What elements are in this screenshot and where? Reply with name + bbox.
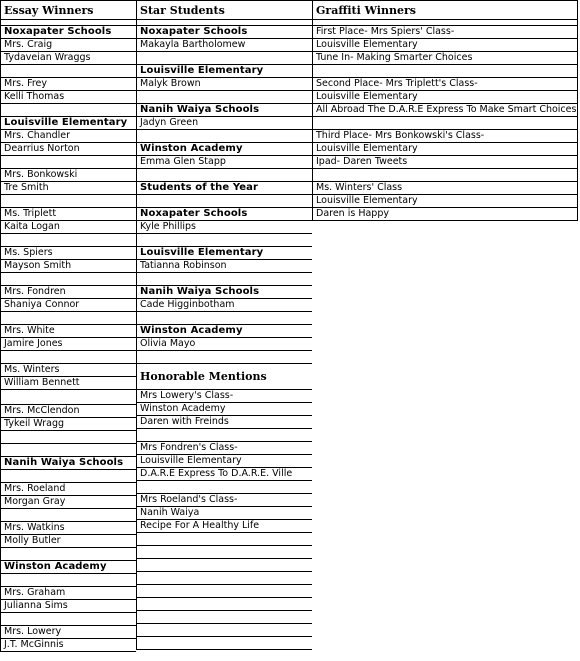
cell[interactable]: Kyle Phillips	[136, 221, 312, 234]
cell[interactable]: Molly Butler	[0, 535, 136, 548]
star-students-header[interactable]: Star Students	[136, 0, 312, 20]
cell[interactable]: William Bennett	[0, 377, 136, 390]
essay-winners-header[interactable]: Essay Winners	[0, 0, 136, 20]
cell[interactable]: Mrs Lowery's Class-	[136, 390, 312, 403]
cell[interactable]: Jamire Jones	[0, 338, 136, 351]
empty-cell[interactable]	[136, 234, 312, 247]
empty-cell[interactable]	[136, 169, 312, 182]
cell[interactable]: Kelli Thomas	[0, 91, 136, 104]
empty-cell[interactable]	[0, 444, 136, 457]
section-heading-cell[interactable]: Louisville Elementary	[136, 65, 312, 78]
cell[interactable]: All Abroad The D.A.R.E Express To Make Smart Choices	[312, 104, 578, 117]
cell[interactable]: Louisville Elementary	[312, 39, 578, 52]
empty-cell[interactable]	[0, 351, 136, 364]
empty-cell[interactable]	[136, 624, 312, 637]
empty-cell[interactable]	[0, 431, 136, 444]
empty-cell[interactable]	[0, 104, 136, 117]
empty-cell[interactable]	[136, 52, 312, 65]
cell[interactable]: Mrs. Watkins	[0, 522, 136, 535]
cell[interactable]: Ipad- Daren Tweets	[312, 156, 578, 169]
cell[interactable]: Mrs. Fondren	[0, 286, 136, 299]
section-heading-cell[interactable]: Students of the Year	[136, 182, 312, 195]
cell[interactable]: Mayson Smith	[0, 260, 136, 273]
cell[interactable]: Ms. Winters	[0, 364, 136, 377]
cell[interactable]: J.T. McGinnis	[0, 639, 136, 652]
section-heading-cell[interactable]: Winston Academy	[0, 561, 136, 574]
section-heading-cell[interactable]: Honorable Mentions	[136, 364, 312, 390]
cell[interactable]: Tre Smith	[0, 182, 136, 195]
empty-cell[interactable]	[0, 613, 136, 626]
cell[interactable]: Mrs Fondren's Class-	[136, 442, 312, 455]
cell[interactable]: Louisville Elementary	[312, 91, 578, 104]
cell[interactable]: Mrs Roeland's Class-	[136, 494, 312, 507]
empty-cell[interactable]	[136, 637, 312, 650]
cell[interactable]: Mrs. Craig	[0, 39, 136, 52]
empty-cell[interactable]	[0, 195, 136, 208]
graffiti-winners-header[interactable]: Graffiti Winners	[312, 0, 578, 20]
empty-cell[interactable]	[312, 117, 578, 130]
empty-cell[interactable]	[136, 572, 312, 585]
section-heading-cell[interactable]: Nanih Waiya Schools	[0, 457, 136, 470]
cell[interactable]: Jadyn Green	[136, 117, 312, 130]
empty-cell[interactable]	[136, 546, 312, 559]
cell[interactable]: Morgan Gray	[0, 496, 136, 509]
empty-cell[interactable]	[0, 470, 136, 483]
empty-cell[interactable]	[0, 390, 136, 405]
cell[interactable]: Mrs. Frey	[0, 78, 136, 91]
cell[interactable]: Makayla Bartholomew	[136, 39, 312, 52]
cell[interactable]: Tatianna Robinson	[136, 260, 312, 273]
cell[interactable]: Emma Glen Stapp	[136, 156, 312, 169]
star-students-column	[136, 0, 312, 650]
empty-cell[interactable]	[136, 559, 312, 572]
cell[interactable]: Daren is Happy	[312, 208, 578, 221]
cell[interactable]: D.A.R.E Express To D.A.R.E. Ville	[136, 468, 312, 481]
cell[interactable]: Daren with Freinds	[136, 416, 312, 429]
empty-cell[interactable]	[312, 65, 578, 78]
cell[interactable]: Recipe For A Healthy Life	[136, 520, 312, 533]
cell[interactable]: Mrs. Bonkowski	[0, 169, 136, 182]
essay-winners-column	[0, 0, 136, 652]
cell[interactable]: Dearrius Norton	[0, 143, 136, 156]
cell[interactable]: Malyk Brown	[136, 78, 312, 91]
cell[interactable]: Olivia Mayo	[136, 338, 312, 351]
empty-cell[interactable]	[136, 91, 312, 104]
cell[interactable]: Ms. Spiers	[0, 247, 136, 260]
section-heading-cell[interactable]: Louisville Elementary	[136, 247, 312, 260]
empty-cell[interactable]	[0, 234, 136, 247]
section-heading-cell[interactable]: Noxapater Schools	[136, 208, 312, 221]
cell[interactable]: Louisville Elementary	[136, 455, 312, 468]
empty-cell[interactable]	[0, 509, 136, 522]
cell[interactable]: First Place- Mrs Spiers' Class-	[312, 26, 578, 39]
empty-cell[interactable]	[312, 169, 578, 182]
empty-cell[interactable]	[136, 598, 312, 611]
cell[interactable]: Nanih Waiya	[136, 507, 312, 520]
section-heading-cell[interactable]: Nanih Waiya Schools	[136, 104, 312, 117]
cell[interactable]: Tune In- Making Smarter Choices	[312, 52, 578, 65]
empty-cell[interactable]	[136, 429, 312, 442]
empty-cell[interactable]	[136, 195, 312, 208]
empty-cell[interactable]	[136, 312, 312, 325]
cell[interactable]: Mrs. Roeland	[0, 483, 136, 496]
empty-cell[interactable]	[136, 585, 312, 598]
cell[interactable]: Ms. Winters' Class	[312, 182, 578, 195]
cell[interactable]: Tykeil Wragg	[0, 418, 136, 431]
section-heading-cell[interactable]: Winston Academy	[136, 143, 312, 156]
cell[interactable]: Mrs. McClendon	[0, 405, 136, 418]
empty-cell[interactable]	[136, 481, 312, 494]
empty-cell[interactable]	[0, 156, 136, 169]
empty-cell[interactable]	[136, 533, 312, 546]
empty-cell[interactable]	[0, 574, 136, 587]
graffiti-winners-column	[312, 0, 578, 221]
cell[interactable]: Second Place- Mrs Triplett's Class-	[312, 78, 578, 91]
empty-cell[interactable]	[136, 130, 312, 143]
empty-cell[interactable]	[0, 548, 136, 561]
section-heading-cell[interactable]: Noxapater Schools	[136, 26, 312, 39]
cell[interactable]: Mrs. Chandler	[0, 130, 136, 143]
empty-cell[interactable]	[136, 611, 312, 624]
section-heading-cell[interactable]: Nanih Waiya Schools	[136, 286, 312, 299]
empty-cell[interactable]	[0, 312, 136, 325]
cell[interactable]: Winston Academy	[136, 403, 312, 416]
cell[interactable]: Louisville Elementary	[312, 195, 578, 208]
cell[interactable]: Louisville Elementary	[312, 143, 578, 156]
cell[interactable]: Third Place- Mrs Bonkowski's Class-	[312, 130, 578, 143]
cell[interactable]: Julianna Sims	[0, 600, 136, 613]
empty-cell[interactable]	[0, 273, 136, 286]
section-heading-cell[interactable]: Louisville Elementary	[0, 117, 136, 130]
empty-cell[interactable]	[136, 273, 312, 286]
cell[interactable]: Mrs. White	[0, 325, 136, 338]
cell[interactable]: Shaniya Connor	[0, 299, 136, 312]
cell[interactable]: Mrs. Graham	[0, 587, 136, 600]
cell[interactable]: Ms. Triplett	[0, 208, 136, 221]
empty-cell[interactable]	[0, 65, 136, 78]
cell[interactable]: Tydaveian Wraggs	[0, 52, 136, 65]
section-heading-cell[interactable]: Winston Academy	[136, 325, 312, 338]
cell[interactable]: Mrs. Lowery	[0, 626, 136, 639]
section-heading-cell[interactable]: Noxapater Schools	[0, 26, 136, 39]
empty-cell[interactable]	[136, 351, 312, 364]
cell[interactable]: Kaita Logan	[0, 221, 136, 234]
cell[interactable]: Cade Higginbotham	[136, 299, 312, 312]
